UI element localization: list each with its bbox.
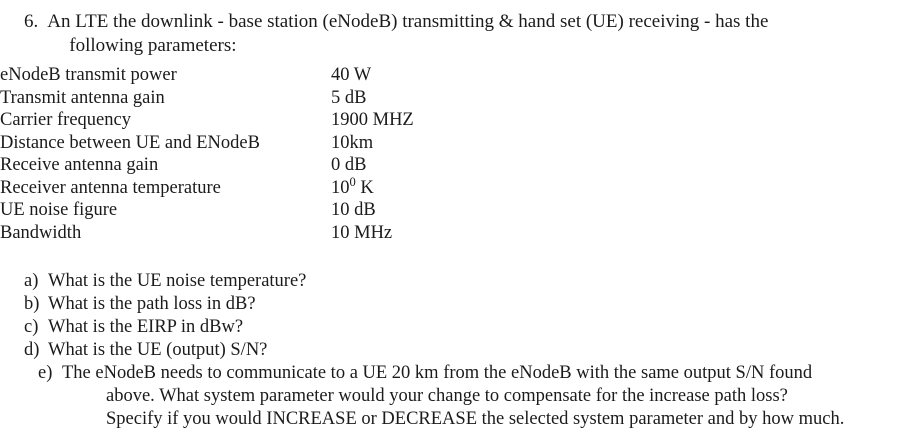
subquestions-list [0,270,911,431]
subquestion-label: c) [24,317,39,337]
subquestion-text: What is the UE (output) S/N? [48,340,268,360]
table-row [0,199,581,222]
parameter-value: 10 MHz [331,222,393,243]
question-line-1: An LTE the downlink - base station (eNodeB) transmitting & hand set (UE) receiving - has the [47,11,769,32]
subquestion-text: What is the path loss in dB? [48,294,256,314]
list-item [24,316,911,339]
parameter-value: 10 dB [331,200,376,220]
value-unit: K [355,177,374,198]
table-row [0,64,581,87]
parameter-name: Receive antenna gain [0,155,159,175]
parameter-value: 40 W [331,65,372,85]
table-row [0,87,581,110]
parameter-name: Distance between UE and ENodeB [0,132,260,153]
parameters-table [0,64,581,244]
parameter-name: Receiver antenna temperature [0,177,221,198]
parameter-value: 1900 MHZ [331,110,414,130]
subquestion-label: a) [24,271,39,291]
question-line-2: following parameters: [69,35,237,56]
parameter-value [331,174,581,200]
subquestion-label: e) [38,363,53,383]
table-row [0,154,581,177]
parameter-name: Transmit antenna gain [0,87,165,108]
parameter-value: 0 dB [331,155,367,175]
value-exponent: 0 [349,174,356,189]
subquestion-text: What is the EIRP in dBw? [48,317,244,337]
subquestion-text [62,362,902,431]
question-text [47,10,768,58]
question-block [0,0,911,58]
list-item [24,270,911,293]
value-base: 10 [331,177,350,198]
subquestion-line-3: Specify if you would INCREASE or DECREASE the selected system parameter and by how much. [106,409,845,429]
subquestion-text: What is the UE noise temperature? [48,271,307,291]
table-row [0,132,581,155]
subquestion-line-2: above. What system parameter would your change to compensate for the increase path loss? [106,386,788,406]
parameter-value: 5 dB [331,87,367,108]
table-row [0,177,581,200]
table-row [0,222,581,245]
parameter-name: Bandwidth [0,222,82,243]
parameter-name: UE noise figure [0,200,118,220]
subquestion-line-1: The eNodeB needs to communicate to a UE 20 km from the eNodeB with the same output S/N found [62,363,813,383]
list-item [24,362,911,431]
parameter-value: 10km [331,132,374,153]
subquestion-label: b) [24,294,40,314]
question-number: 6. [24,11,39,32]
table-row [0,109,581,132]
list-item [24,293,911,316]
parameter-name: eNodeB transmit power [0,65,177,85]
list-item [24,339,911,362]
parameter-name: Carrier frequency [0,110,131,130]
subquestion-label: d) [24,340,40,360]
